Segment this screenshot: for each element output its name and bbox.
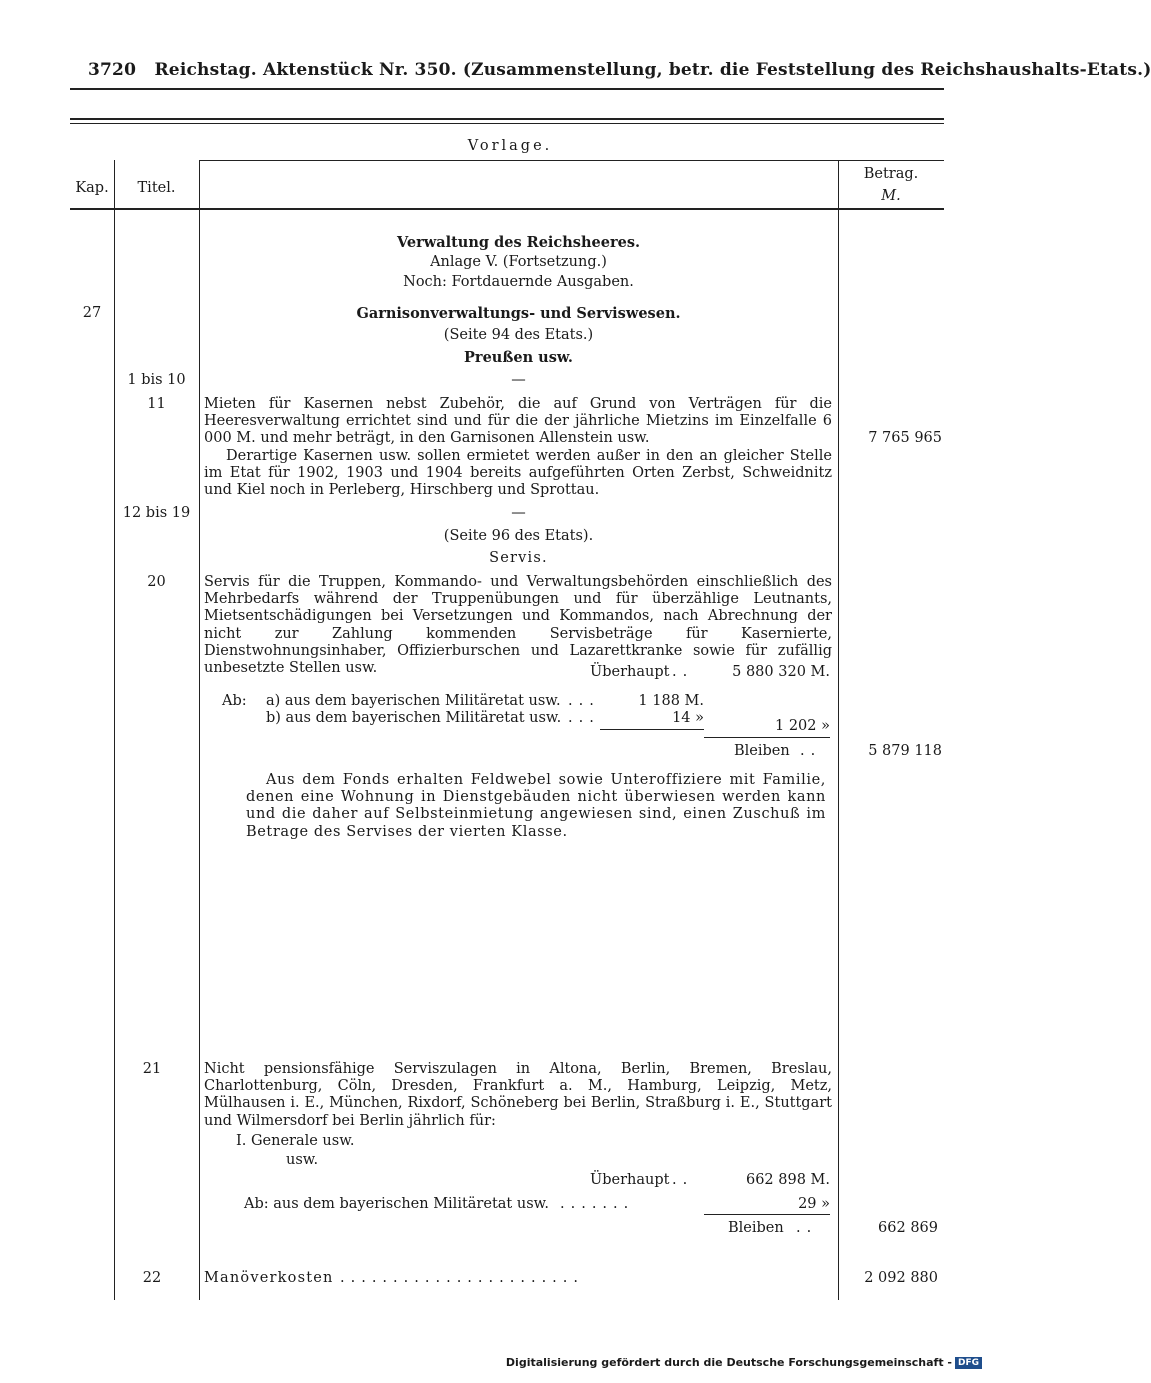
titel-20: 20 [147, 574, 166, 590]
footer-credit [506, 1356, 982, 1369]
titel-22-amount: 2 092 880 [864, 1270, 938, 1286]
titel-20-amount: 5 879 118 [868, 743, 942, 759]
seite-94: (Seite 94 des Etats.) [443, 327, 594, 343]
kap-number: 27 [82, 305, 102, 321]
kap-header: Kap. [75, 180, 109, 196]
titel-22-text: Manöverkosten [204, 1270, 334, 1286]
titel-20-ueberhaupt-value: 5 880 320 M. [732, 664, 830, 680]
betrag-header: Betrag. [863, 166, 919, 182]
titel-22: 22 [142, 1270, 162, 1286]
titel-20-ueberhaupt-label: Überhaupt [590, 664, 670, 680]
titel-21-ab: Ab: aus dem bayerischen Militäretat usw. [244, 1196, 549, 1212]
titel-20-ab-a: a) aus dem bayerischen Militäretat usw. [266, 693, 561, 709]
table-top-rule [70, 118, 944, 120]
titel-20-sum-rule [704, 737, 830, 738]
titel-11-text: Mieten für Kasernen nebst Zubehör, die auf Grund von Verträgen für die Heeresverwaltung errichtet sind und für die der jährliche Mietzins im Einzelfalle 6 000 M. und mehr beträgt, in den Garnisonen Allenstein usw. [204, 396, 832, 447]
titel-21-ueberhaupt-value: 662 898 M. [745, 1172, 830, 1188]
titel-21-ab-dots: ....... [560, 1196, 635, 1212]
titel-21-bleiben-label: Bleiben [728, 1220, 784, 1236]
titel-22-dots: ....................... [340, 1270, 585, 1286]
dash-12-19: — [511, 505, 526, 521]
vorlage-rule [199, 160, 944, 161]
titel-21-ueberhaupt-dots: .. [672, 1172, 694, 1188]
titel-12-19: 12 bis 19 [122, 505, 191, 521]
section-heading: Verwaltung des Reichsheeres. [396, 234, 641, 251]
titel-21-bleiben-dots: .. [796, 1220, 818, 1236]
table-top-rule-2 [70, 123, 944, 124]
titel-20-bleiben-dots: .. [800, 743, 822, 759]
vorlage-heading: Vorlage. [467, 138, 553, 154]
section-noch: Noch: Fortdauernde Ausgaben. [403, 274, 634, 290]
titel-20-ab-a-value: 1 188 M. [638, 693, 704, 709]
titel-20-ab-a-dots: ... [568, 693, 600, 709]
titel-20-note: Aus dem Fonds erhalten Feldwebel sowie Unteroffiziere mit Familie, denen eine Wohnung in Dienstgebäuden nicht überwiesen werden kann und die daher auf Selbsteinmietung angewiesen sind, einen Zuschuß im Betrage des Servises der vierten Klasse. [246, 772, 826, 840]
titel-20-ab-b-value: 14 » [672, 710, 704, 726]
titel-20-ab: Ab: [222, 693, 247, 709]
titel-20-ab-b-dots: ... [568, 710, 600, 726]
header-title: Reichstag. Aktenstück Nr. 350. (Zusammenstellung, betr. die Feststellung des Reichshaushalts-Etats.) [154, 60, 1151, 80]
titel-20-ab-b: b) aus dem bayerischen Militäretat usw. [266, 710, 562, 726]
subsection-heading: Garnisonverwaltungs- und Serviswesen. [356, 305, 681, 322]
betrag-unit: M. [881, 188, 901, 204]
footer-text: Digitalisierung gefördert durch die Deutsche Forschungsgemeinschaft - [505, 1356, 952, 1369]
titel-21-ueberhaupt-label: Überhaupt [590, 1172, 670, 1188]
table-head-rule [70, 208, 944, 210]
titel-21-text: Nicht pensionsfähige Serviszulagen in Altona, Berlin, Bremen, Breslau, Charlottenburg, Cöln, Dresden, Frankfurt a. M., Hamburg, Leipzig, Metz, Mülhausen i. E., München, Rixdorf, Schöneberg bei Berlin, Straßburg i. E., Stuttgart und Wilmersdorf bei Berlin jährlich für: [204, 1061, 832, 1129]
titel-21-ab-value: 29 » [798, 1196, 830, 1212]
titel-11-amount: 7 765 965 [868, 430, 942, 446]
header-rule [70, 88, 944, 90]
page-number: 3720 [88, 60, 137, 80]
titel-20-bleiben-label: Bleiben [734, 743, 790, 759]
titel-11-text2: Derartige Kasernen usw. sollen ermietet werden außer in den an gleicher Stelle im Etat für 1902, 1903 und 1904 bereits aufgeführten Orten Zerbst, Schweidnitz und Kiel noch in Perleberg, Hirschberg und Sprottau. [204, 448, 832, 499]
dash-1-10: — [511, 372, 526, 388]
titel-21-generale: I. Generale usw. [236, 1133, 355, 1149]
servis-heading: Servis. [489, 550, 548, 566]
dfg-logo: DFG [955, 1357, 982, 1369]
column-divider-kap [114, 160, 115, 1300]
section-anlage: Anlage V. (Fortsetzung.) [430, 254, 607, 270]
column-divider-betrag [838, 160, 839, 1300]
preussen-heading: Preußen usw. [464, 349, 573, 366]
titel-20-sub-rule [600, 729, 704, 730]
running-header [88, 60, 1151, 80]
titel-21-usw: usw. [286, 1152, 319, 1168]
titel-21-amount: 662 869 [878, 1220, 938, 1236]
titel-1-10: 1 bis 10 [127, 372, 186, 388]
titel-21: 21 [142, 1061, 162, 1077]
titel-header: Titel. [137, 180, 176, 196]
titel-20-text: Servis für die Truppen, Kommando- und Verwaltungsbehörden einschließlich des Mehrbedarfs während der Truppenübungen und für überzählige Leutnants, Mietsentschädigungen bei Versetzungen und Kommandos, nach Abrechnung der nicht zur Zahlung kommenden Servisbeträge für Kasernierte, Dienstwohnungsinhaber, Offizierburschen und Lazarettkranke sowie für zufällig unbesetzte Stellen usw. [204, 574, 832, 677]
titel-20-ueberhaupt-dots: .. [672, 664, 694, 680]
seite-96: (Seite 96 des Etats). [443, 528, 594, 544]
titel-20-sum: 1 202 » [775, 718, 830, 734]
titel-11: 11 [147, 396, 166, 412]
titel-21-sum-rule [704, 1214, 830, 1215]
